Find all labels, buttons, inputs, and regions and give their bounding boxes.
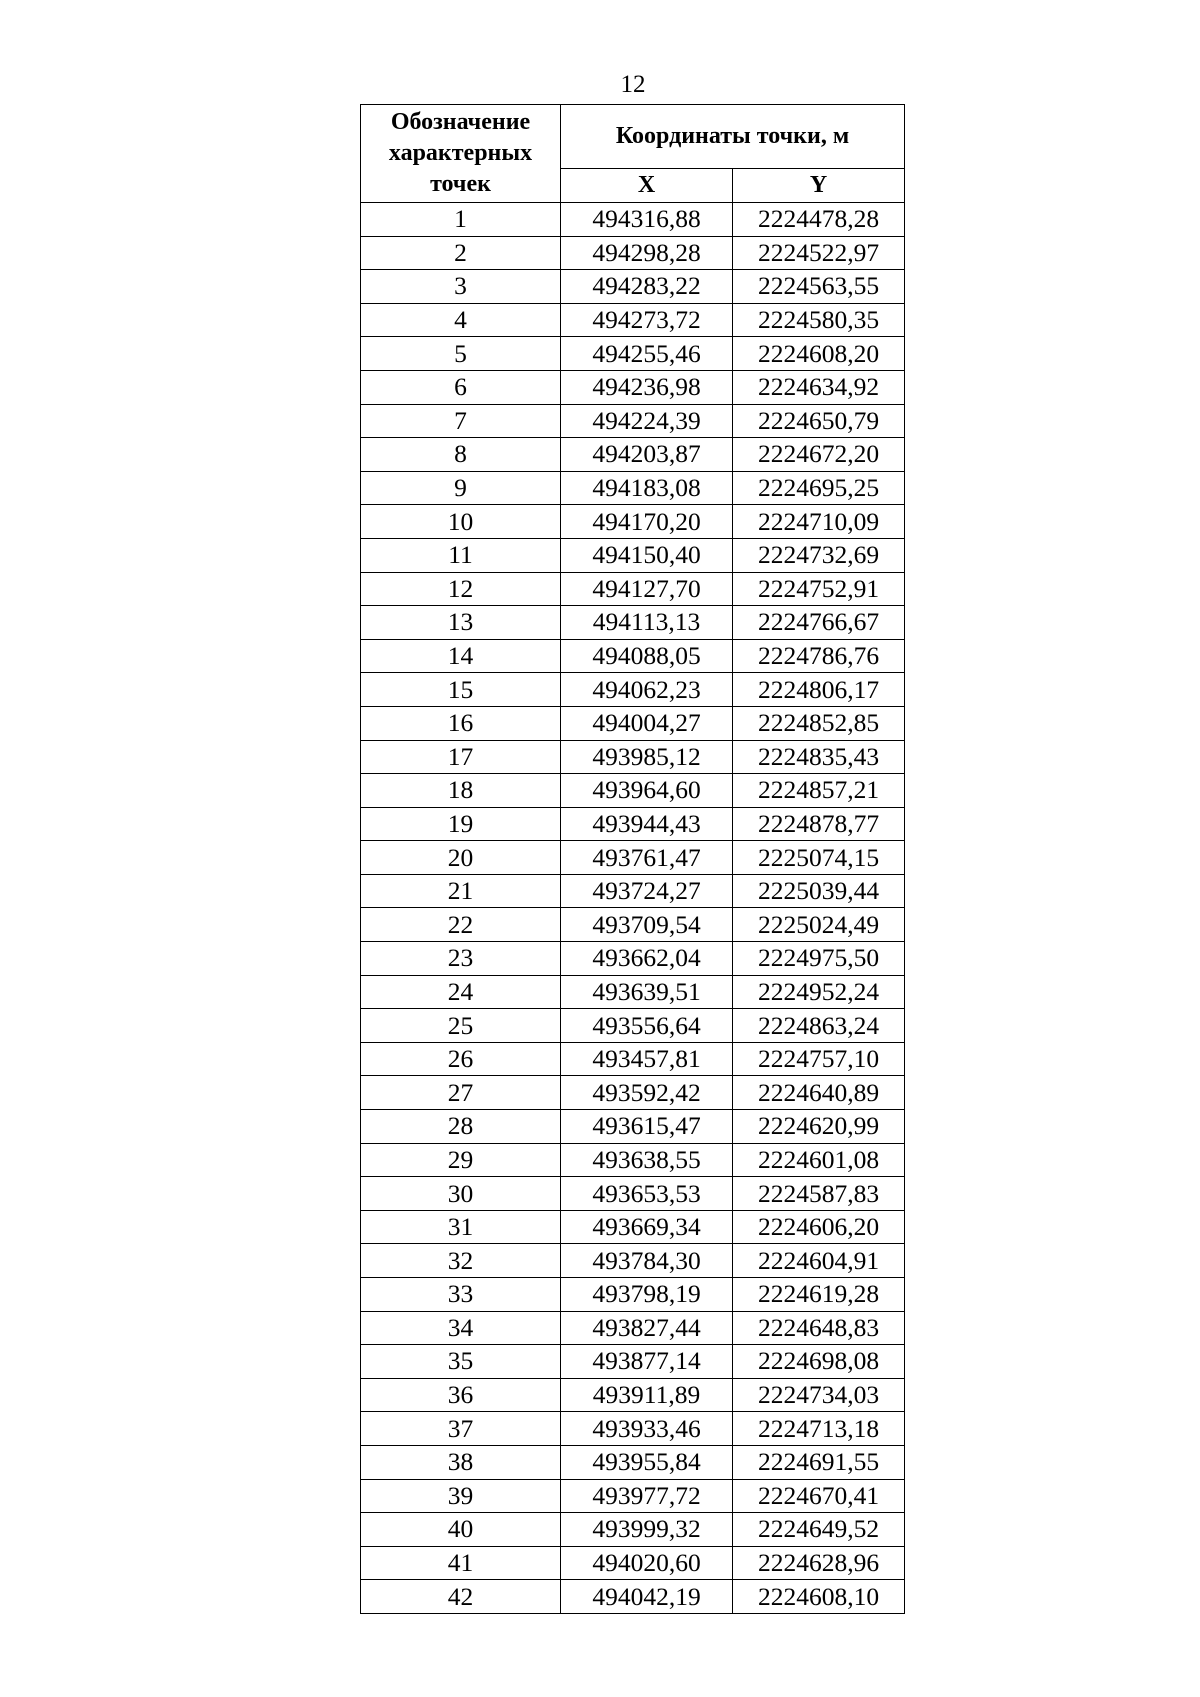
point-number-cell: 38	[361, 1445, 561, 1479]
table-row	[361, 1244, 905, 1278]
point-number-cell: 9	[361, 471, 561, 505]
point-number-cell: 27	[361, 1076, 561, 1110]
table-row	[361, 1009, 905, 1043]
table-row	[361, 740, 905, 774]
x-coordinate-cell: 493827,44	[561, 1311, 733, 1345]
y-coordinate-cell: 2224628,96	[733, 1546, 905, 1580]
point-number-cell: 23	[361, 942, 561, 976]
table-row	[361, 975, 905, 1009]
y-coordinate-cell: 2224478,28	[733, 203, 905, 237]
y-coordinate-cell: 2224672,20	[733, 438, 905, 472]
header-point-designation: Обозначение характерных точек	[361, 105, 561, 203]
point-number-cell: 13	[361, 606, 561, 640]
x-coordinate-cell: 494020,60	[561, 1546, 733, 1580]
table-row	[361, 303, 905, 337]
x-coordinate-cell: 494088,05	[561, 639, 733, 673]
point-number-cell: 22	[361, 908, 561, 942]
x-coordinate-cell: 493653,53	[561, 1177, 733, 1211]
point-number-cell: 32	[361, 1244, 561, 1278]
table-row	[361, 1110, 905, 1144]
point-number-cell: 24	[361, 975, 561, 1009]
table-row	[361, 1479, 905, 1513]
point-number-cell: 17	[361, 740, 561, 774]
x-coordinate-cell: 494127,70	[561, 572, 733, 606]
table-row	[361, 538, 905, 572]
point-number-cell: 37	[361, 1412, 561, 1446]
x-coordinate-cell: 493955,84	[561, 1445, 733, 1479]
point-number-cell: 35	[361, 1345, 561, 1379]
y-coordinate-cell: 2224975,50	[733, 942, 905, 976]
point-number-cell: 25	[361, 1009, 561, 1043]
y-coordinate-cell: 2224580,35	[733, 303, 905, 337]
x-coordinate-cell: 494298,28	[561, 236, 733, 270]
y-coordinate-cell: 2224752,91	[733, 572, 905, 606]
y-coordinate-cell: 2224786,76	[733, 639, 905, 673]
y-coordinate-cell: 2224698,08	[733, 1345, 905, 1379]
x-coordinate-cell: 494113,13	[561, 606, 733, 640]
table-row	[361, 1143, 905, 1177]
x-coordinate-cell: 494283,22	[561, 270, 733, 304]
table-row	[361, 807, 905, 841]
point-number-cell: 29	[361, 1143, 561, 1177]
point-number-cell: 33	[361, 1278, 561, 1312]
x-coordinate-cell: 493669,34	[561, 1210, 733, 1244]
x-coordinate-cell: 493977,72	[561, 1479, 733, 1513]
x-coordinate-cell: 493877,14	[561, 1345, 733, 1379]
y-coordinate-cell: 2224691,55	[733, 1445, 905, 1479]
y-coordinate-cell: 2224606,20	[733, 1210, 905, 1244]
y-coordinate-cell: 2224648,83	[733, 1311, 905, 1345]
point-number-cell: 40	[361, 1513, 561, 1547]
x-coordinate-cell: 494316,88	[561, 203, 733, 237]
y-coordinate-cell: 2224608,10	[733, 1580, 905, 1614]
point-number-cell: 28	[361, 1110, 561, 1144]
y-coordinate-cell: 2224835,43	[733, 740, 905, 774]
x-coordinate-cell: 494183,08	[561, 471, 733, 505]
header-x: X	[561, 169, 733, 203]
table-row	[361, 774, 905, 808]
point-number-cell: 42	[361, 1580, 561, 1614]
point-number-cell: 10	[361, 505, 561, 539]
point-number-cell: 8	[361, 438, 561, 472]
x-coordinate-cell: 494170,20	[561, 505, 733, 539]
x-coordinate-cell: 494224,39	[561, 404, 733, 438]
x-coordinate-cell: 493556,64	[561, 1009, 733, 1043]
y-coordinate-cell: 2224857,21	[733, 774, 905, 808]
point-number-cell: 15	[361, 673, 561, 707]
table-row	[361, 639, 905, 673]
table-row	[361, 370, 905, 404]
table-row	[361, 203, 905, 237]
table-row	[361, 908, 905, 942]
y-coordinate-cell: 2224732,69	[733, 538, 905, 572]
point-number-cell: 7	[361, 404, 561, 438]
point-number-cell: 11	[361, 538, 561, 572]
y-coordinate-cell: 2224734,03	[733, 1378, 905, 1412]
x-coordinate-cell: 494273,72	[561, 303, 733, 337]
y-coordinate-cell: 2224563,55	[733, 270, 905, 304]
table-row	[361, 841, 905, 875]
y-coordinate-cell: 2224695,25	[733, 471, 905, 505]
point-number-cell: 19	[361, 807, 561, 841]
y-coordinate-cell: 2225074,15	[733, 841, 905, 875]
page-number: 12	[620, 71, 646, 98]
x-coordinate-cell: 493457,81	[561, 1042, 733, 1076]
point-number-cell: 31	[361, 1210, 561, 1244]
table-row	[361, 1311, 905, 1345]
table-row	[361, 1378, 905, 1412]
table-row	[361, 438, 905, 472]
table-row	[361, 1580, 905, 1614]
y-coordinate-cell: 2225039,44	[733, 874, 905, 908]
y-coordinate-cell: 2224601,08	[733, 1143, 905, 1177]
y-coordinate-cell: 2224806,17	[733, 673, 905, 707]
point-number-cell: 14	[361, 639, 561, 673]
y-coordinate-cell: 2224863,24	[733, 1009, 905, 1043]
y-coordinate-cell: 2224713,18	[733, 1412, 905, 1446]
header-coordinates: Координаты точки, м	[561, 105, 905, 169]
x-coordinate-cell: 493638,55	[561, 1143, 733, 1177]
point-number-cell: 30	[361, 1177, 561, 1211]
x-coordinate-cell: 493798,19	[561, 1278, 733, 1312]
table-row	[361, 404, 905, 438]
y-coordinate-cell: 2224952,24	[733, 975, 905, 1009]
point-number-cell: 34	[361, 1311, 561, 1345]
y-coordinate-cell: 2224619,28	[733, 1278, 905, 1312]
y-coordinate-cell: 2224634,92	[733, 370, 905, 404]
x-coordinate-cell: 493964,60	[561, 774, 733, 808]
x-coordinate-cell: 493784,30	[561, 1244, 733, 1278]
table-header	[361, 105, 905, 203]
table-row	[361, 1210, 905, 1244]
point-number-cell: 1	[361, 203, 561, 237]
table-row	[361, 874, 905, 908]
header-row	[361, 105, 905, 169]
y-coordinate-cell: 2224670,41	[733, 1479, 905, 1513]
x-coordinate-cell: 493761,47	[561, 841, 733, 875]
x-coordinate-cell: 493709,54	[561, 908, 733, 942]
table-row	[361, 1412, 905, 1446]
table-row	[361, 505, 905, 539]
point-number-cell: 39	[361, 1479, 561, 1513]
table-row	[361, 1042, 905, 1076]
x-coordinate-cell: 493592,42	[561, 1076, 733, 1110]
y-coordinate-cell: 2224620,99	[733, 1110, 905, 1144]
point-number-cell: 2	[361, 236, 561, 270]
x-coordinate-cell: 494042,19	[561, 1580, 733, 1614]
y-coordinate-cell: 2224878,77	[733, 807, 905, 841]
table-row	[361, 1278, 905, 1312]
table-row	[361, 706, 905, 740]
x-coordinate-cell: 494062,23	[561, 673, 733, 707]
point-number-cell: 26	[361, 1042, 561, 1076]
x-coordinate-cell: 493933,46	[561, 1412, 733, 1446]
y-coordinate-cell: 2224522,97	[733, 236, 905, 270]
table-row	[361, 471, 905, 505]
x-coordinate-cell: 494203,87	[561, 438, 733, 472]
table-row	[361, 1445, 905, 1479]
table-row	[361, 942, 905, 976]
table-row	[361, 1345, 905, 1379]
y-coordinate-cell: 2224587,83	[733, 1177, 905, 1211]
x-coordinate-cell: 493999,32	[561, 1513, 733, 1547]
x-coordinate-cell: 493662,04	[561, 942, 733, 976]
x-coordinate-cell: 493911,89	[561, 1378, 733, 1412]
table-row	[361, 606, 905, 640]
x-coordinate-cell: 493985,12	[561, 740, 733, 774]
table-row	[361, 1546, 905, 1580]
table-row	[361, 270, 905, 304]
y-coordinate-cell: 2224757,10	[733, 1042, 905, 1076]
point-number-cell: 4	[361, 303, 561, 337]
point-number-cell: 18	[361, 774, 561, 808]
point-number-cell: 6	[361, 370, 561, 404]
table-row	[361, 572, 905, 606]
table-row	[361, 1177, 905, 1211]
y-coordinate-cell: 2225024,49	[733, 908, 905, 942]
x-coordinate-cell: 493944,43	[561, 807, 733, 841]
y-coordinate-cell: 2224649,52	[733, 1513, 905, 1547]
table-row	[361, 673, 905, 707]
table-body	[361, 203, 905, 1614]
y-coordinate-cell: 2224608,20	[733, 337, 905, 371]
table-row	[361, 337, 905, 371]
point-number-cell: 20	[361, 841, 561, 875]
point-number-cell: 16	[361, 706, 561, 740]
table-row	[361, 1513, 905, 1547]
y-coordinate-cell: 2224650,79	[733, 404, 905, 438]
table-row	[361, 236, 905, 270]
x-coordinate-cell: 494255,46	[561, 337, 733, 371]
y-coordinate-cell: 2224710,09	[733, 505, 905, 539]
x-coordinate-cell: 493724,27	[561, 874, 733, 908]
x-coordinate-cell: 494150,40	[561, 538, 733, 572]
x-coordinate-cell: 493639,51	[561, 975, 733, 1009]
header-y: Y	[733, 169, 905, 203]
point-number-cell: 41	[361, 1546, 561, 1580]
table-row	[361, 1076, 905, 1110]
point-number-cell: 21	[361, 874, 561, 908]
point-number-cell: 3	[361, 270, 561, 304]
y-coordinate-cell: 2224766,67	[733, 606, 905, 640]
x-coordinate-cell: 494004,27	[561, 706, 733, 740]
point-number-cell: 36	[361, 1378, 561, 1412]
x-coordinate-cell: 494236,98	[561, 370, 733, 404]
y-coordinate-cell: 2224852,85	[733, 706, 905, 740]
y-coordinate-cell: 2224640,89	[733, 1076, 905, 1110]
coordinates-table	[360, 104, 905, 1614]
point-number-cell: 12	[361, 572, 561, 606]
y-coordinate-cell: 2224604,91	[733, 1244, 905, 1278]
point-number-cell: 5	[361, 337, 561, 371]
x-coordinate-cell: 493615,47	[561, 1110, 733, 1144]
